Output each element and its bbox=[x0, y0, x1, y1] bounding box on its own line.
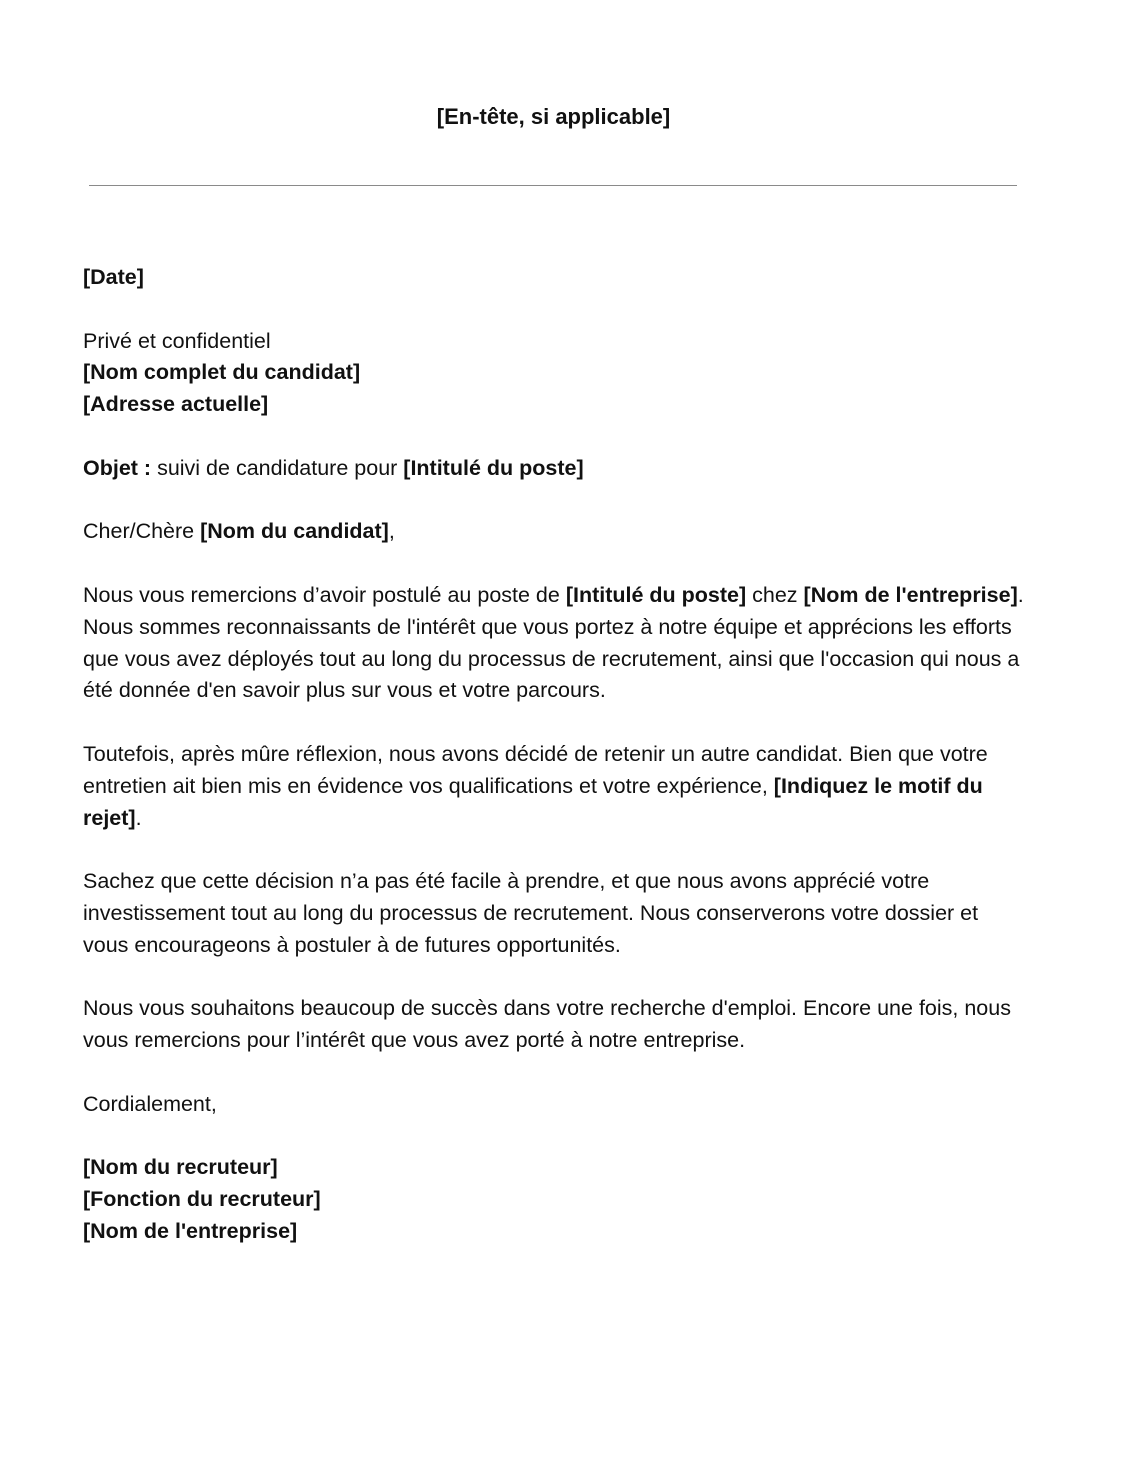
greeting-suffix: , bbox=[388, 519, 395, 544]
candidate-full-name: [Nom complet du candidat] bbox=[83, 360, 361, 385]
header-divider bbox=[89, 185, 1017, 186]
date-field: [Date] bbox=[83, 265, 144, 289]
confidential-notice: Privé et confidentiel bbox=[83, 328, 271, 353]
paragraph-thanks-position: [Intitulé du poste] bbox=[565, 582, 747, 607]
paragraph-thanks-company: [Nom de l'entreprise] bbox=[803, 582, 1018, 607]
paragraph-thanks-text-3: . Nous sommes reconnaissants de l'intérêt que vous portez à notre équipe et apprécions les efforts que vous avez déployés tout au long du processus de recrutement, ainsi que l'occasion qui nous a été donnée d'en savoir plus sur vous et votre parcours. bbox=[83, 582, 1024, 703]
subject-label: Objet : bbox=[83, 455, 152, 480]
paragraph-decision-text-1: Toutefois, après mûre réflexion, nous avons décidé de retenir un autre candidat. Bien que votre entretien ait bien mis en évidence vos qualifications et votre expérience, bbox=[83, 741, 988, 798]
subject-line bbox=[83, 453, 1028, 485]
greeting-line bbox=[83, 516, 1028, 548]
paragraph-decision bbox=[83, 739, 1028, 834]
letter-body bbox=[83, 262, 1028, 1280]
signature-block bbox=[83, 1152, 1028, 1247]
greeting-prefix: Cher/Chère bbox=[83, 519, 201, 544]
candidate-address: [Adresse actuelle] bbox=[83, 392, 269, 417]
subject-position: [Intitulé du poste] bbox=[403, 455, 584, 480]
closing-line: Cordialement, bbox=[83, 1091, 217, 1116]
recipient-block bbox=[83, 326, 1028, 421]
recruiter-name: [Nom du recruteur] bbox=[83, 1155, 278, 1180]
subject-text: suivi de candidature pour bbox=[151, 455, 404, 480]
paragraph-thanks bbox=[83, 580, 1028, 707]
letterhead-title: [En-tête, si applicable] bbox=[436, 104, 671, 129]
paragraph-wishes: Nous vous souhaitons beaucoup de succès dans votre recherche d'emploi. Encore une fois, nous vous remercions pour l’intérêt que vous avez porté à notre entreprise. bbox=[83, 996, 1011, 1053]
paragraph-thanks-text-2: chez bbox=[746, 582, 804, 607]
recruiter-role: [Fonction du recruteur] bbox=[83, 1187, 321, 1212]
paragraph-encouragement: Sachez que cette décision n’a pas été facile à prendre, et que nous avons apprécié votre investissement tout au long du processus de recrutement. Nous conserverons votre dossier et vous encourageons à postuler à de futures opportunités. bbox=[83, 869, 979, 957]
greeting-name: [Nom du candidat] bbox=[200, 519, 389, 544]
paragraph-decision-reason: [Indiquez le motif du rejet] bbox=[83, 773, 983, 830]
date-paragraph bbox=[83, 262, 1028, 294]
paragraph-decision-text-2: . bbox=[135, 805, 142, 830]
paragraph-thanks-text-1: Nous vous remercions d’avoir postulé au poste de bbox=[83, 582, 566, 607]
signature-company-name: [Nom de l'entreprise] bbox=[83, 1218, 298, 1243]
